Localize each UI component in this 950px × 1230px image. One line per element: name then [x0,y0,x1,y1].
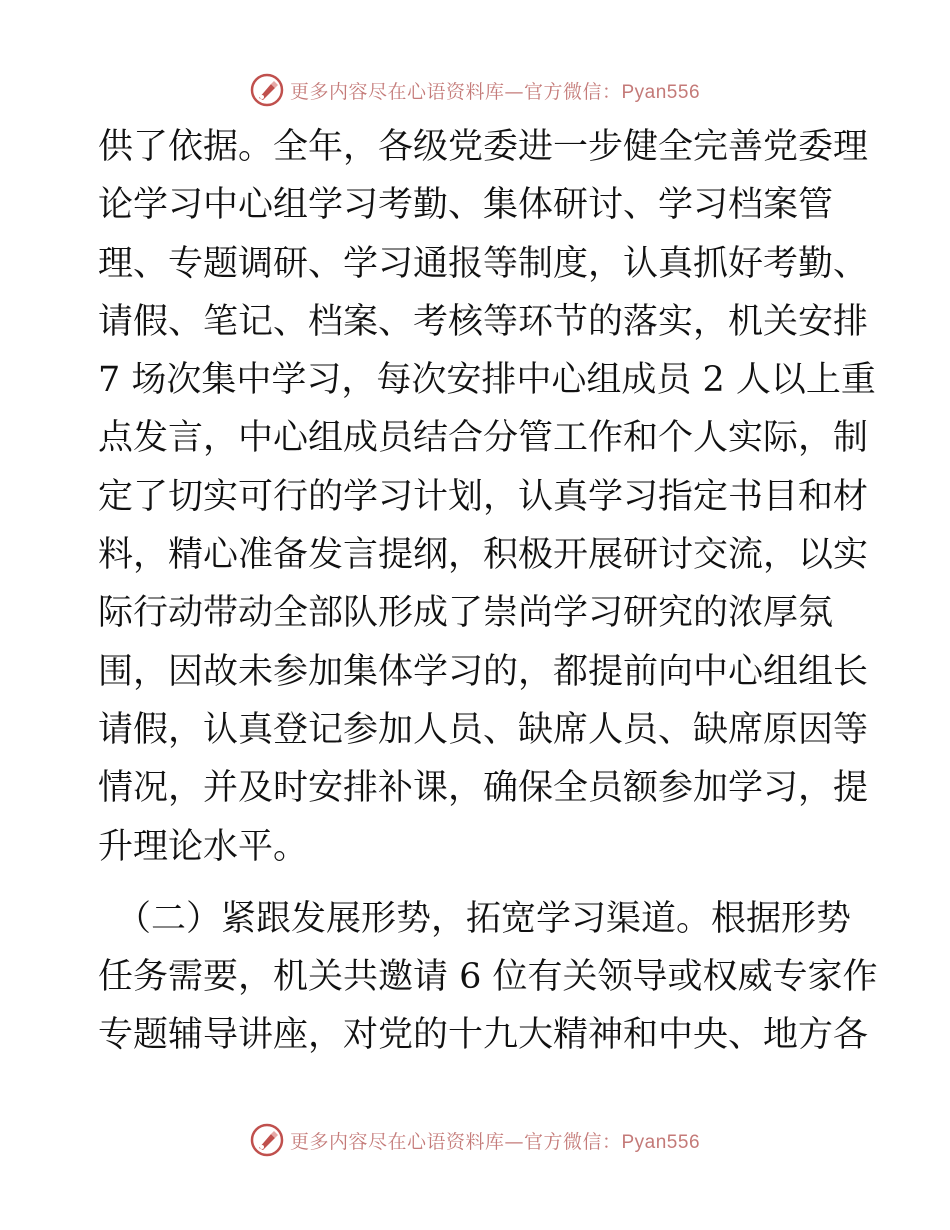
text-line: 请假，认真登记参加人员、缺席人员、缺席原因等 [98,709,869,750]
text-line: 定了切实可行的学习计划，认真学习指定书目和材 [98,476,869,517]
text-line: 任务需要，机关共邀请 6 位有关领导或权威专家作 [98,957,878,998]
text-line: 理、专题调研、学习通报等制度，认真抓好考勤、 [98,243,869,284]
footer-watermark [0,1120,950,1160]
watermark-wechat-handle: Pyan556 [621,81,701,103]
text-line: 料，精心准备发言提纲，积极开展研讨交流，以实 [98,535,869,576]
watermark-text: 更多内容尽在心语资料库—官方微信：Pyan556 [289,1130,701,1153]
text-line: 供了依据。全年，各级党委进一步健全完善党委理 [98,127,869,167]
text-line: 升理论水平。 [98,826,309,867]
text-line: 论学习中心组学习考勤、集体研讨、学习档案管 [98,185,834,226]
text-line: 专题辅导讲座，对党的十九大精神和中央、地方各 [98,1015,869,1056]
text-line: 情况，并及时安排补课，确保全员额参加学习，提 [98,768,869,809]
watermark-wechat-handle: Pyan556 [621,1131,701,1153]
header-watermark [0,70,950,110]
text-line: 际行动带动全部队形成了崇尚学习研究的浓厚氛 [98,593,834,634]
watermark-text: 更多内容尽在心语资料库—官方微信：Pyan556 [289,80,701,103]
document-body [98,118,878,1065]
text-line: 7 场次集中学习，每次安排中心组成员 2 人以上重 [98,360,876,401]
paragraph-gap [98,876,858,890]
text-line: 请假、笔记、档案、考核等环节的落实，机关安排 [98,301,869,342]
fountain-pen-seal-icon [250,1123,284,1157]
text-line: 点发言，中心组成员结合分管工作和个人实际，制 [98,418,869,459]
text-line: 围，因故未参加集体学习的，都提前向中心组组长 [98,651,869,692]
fountain-pen-seal-icon [250,73,284,107]
section-heading-line: （二）紧跟发展形势，拓宽学习渠道。根据形势 [116,898,852,939]
